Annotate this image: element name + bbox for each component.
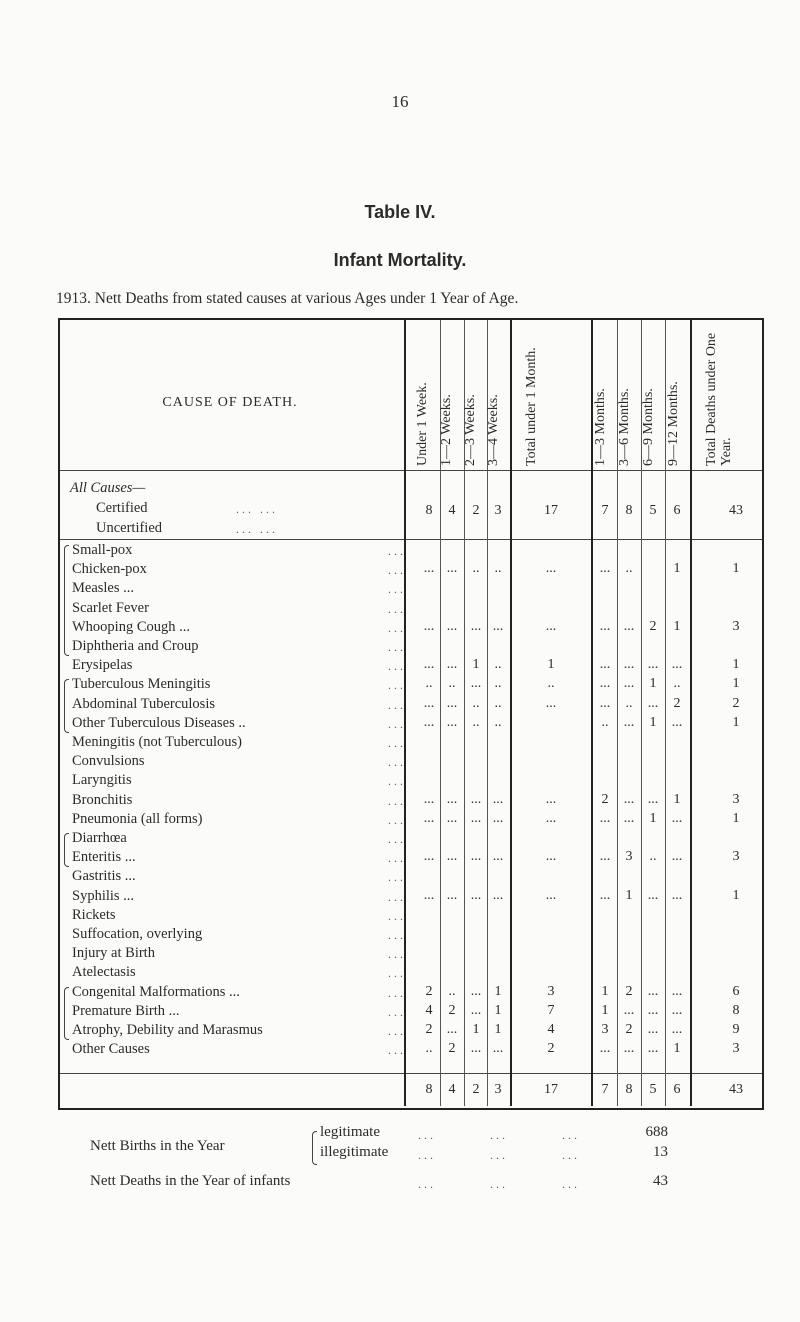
- leader-dots: ...: [388, 928, 406, 942]
- cause-label: Erysipelas: [72, 657, 133, 673]
- cause-row-cell: ...: [623, 1041, 635, 1056]
- leader-dots: ...: [388, 621, 406, 635]
- cause-row-cell: ..: [472, 561, 480, 576]
- cause-row-cell: 3: [625, 849, 633, 864]
- cause-row-cell: ..: [448, 676, 456, 691]
- cause-row-cell: 3: [732, 1041, 740, 1056]
- cause-row-cell: ...: [647, 984, 659, 999]
- cause-row-cell: ...: [671, 811, 683, 826]
- cause-row-cell: ...: [446, 1022, 458, 1037]
- all-causes-row-cell: 3: [494, 503, 502, 518]
- cause-row-cell: ..: [472, 715, 480, 730]
- table-caption: 1913. Nett Deaths from stated causes at various Ages under 1 Year of Age.: [56, 290, 519, 307]
- leader-dots: ...: [388, 986, 406, 1000]
- infant-mortality-table: [58, 318, 764, 1110]
- cause-row-cell: ...: [647, 888, 659, 903]
- cause-row-cell: ..: [649, 849, 657, 864]
- cause-row-cell: ...: [599, 811, 611, 826]
- column-rule: [510, 320, 512, 1106]
- cause-row-cell: 3: [547, 984, 555, 999]
- column-header: 1—3 Months.: [593, 388, 608, 466]
- cause-row-cell: ...: [671, 849, 683, 864]
- cause-label: Measles ...: [72, 580, 135, 596]
- table-subtitle: Infant Mortality.: [333, 250, 467, 270]
- leader-dots: ...: [388, 832, 406, 846]
- group-brace: [64, 545, 69, 656]
- cause-row-cell: 2: [625, 984, 633, 999]
- leader-dots: ...: [388, 698, 406, 712]
- cause-row-cell: ...: [446, 849, 458, 864]
- column-header: Total Deaths under One Year.: [704, 332, 734, 466]
- cause-row-cell: ...: [623, 811, 635, 826]
- leader-dots: ...: [388, 602, 406, 616]
- cause-row-cell: 2: [425, 1022, 433, 1037]
- cause-row-cell: ...: [545, 696, 557, 711]
- cause-row-cell: 3: [732, 619, 740, 634]
- cause-row-cell: ...: [446, 561, 458, 576]
- cause-row-cell: ...: [470, 1041, 482, 1056]
- cause-row-cell: 1: [472, 1022, 480, 1037]
- cause-row-cell: ...: [492, 888, 504, 903]
- cause-row-cell: 1: [649, 676, 657, 691]
- cause-row-cell: ...: [623, 676, 635, 691]
- cause-row-cell: ...: [623, 715, 635, 730]
- all-causes-row-cell: 5: [649, 503, 657, 518]
- leader-dots: ...: [388, 966, 406, 980]
- cause-label: Convulsions: [72, 753, 145, 769]
- cause-label: Chicken-pox: [72, 561, 147, 577]
- leader-dots: ...: [388, 678, 406, 692]
- totals-row-cell: 8: [625, 1082, 633, 1097]
- cause-row-cell: ...: [623, 792, 635, 807]
- cause-row-cell: ...: [446, 888, 458, 903]
- page-number: 16: [391, 92, 409, 111]
- cause-row-cell: ...: [446, 619, 458, 634]
- cause-row-cell: ...: [599, 676, 611, 691]
- all-causes-row-cell: 8: [425, 503, 433, 518]
- cause-row-cell: 2: [601, 792, 609, 807]
- cause-row-cell: ...: [647, 792, 659, 807]
- cause-row-cell: ..: [494, 561, 502, 576]
- column-header: 6—9 Months.: [641, 388, 656, 466]
- cause-label: Atrophy, Debility and Marasmus: [72, 1022, 263, 1038]
- cause-row-cell: ...: [492, 792, 504, 807]
- cause-row-cell: ..: [494, 715, 502, 730]
- cause-row-cell: ...: [423, 715, 435, 730]
- cause-row-cell: ...: [446, 657, 458, 672]
- nett-deaths-label: Nett Deaths in the Year of infants: [90, 1173, 291, 1189]
- all-causes-row-cell: 2: [472, 503, 480, 518]
- cause-row-cell: ..: [625, 561, 633, 576]
- cause-row-cell: 1: [649, 715, 657, 730]
- leader-dots: ...: [388, 544, 406, 558]
- illegitimate-label: illegitimate: [320, 1144, 389, 1160]
- cause-row-cell: 2: [448, 1041, 456, 1056]
- cause-row-cell: ...: [671, 657, 683, 672]
- totals-rule: [60, 1073, 762, 1074]
- cause-row-cell: ..: [494, 696, 502, 711]
- leader-dots: ...: [388, 890, 406, 904]
- leader-dots: ... ...: [236, 502, 278, 516]
- all-causes-row-label: Uncertified: [96, 520, 163, 536]
- leader-dots: ...: [388, 813, 406, 827]
- cause-row-cell: ...: [599, 888, 611, 903]
- cause-row-cell: 6: [732, 984, 740, 999]
- all-causes-row-label: Certified: [96, 500, 148, 516]
- cause-row-cell: ..: [472, 696, 480, 711]
- cause-row-cell: 1: [732, 657, 740, 672]
- totals-row-cell: 3: [494, 1082, 502, 1097]
- cause-row-cell: ...: [470, 849, 482, 864]
- cause-row-cell: ..: [547, 676, 555, 691]
- cause-label: Tuberculous Meningitis: [72, 676, 211, 692]
- leader-dots: ...: [388, 659, 406, 673]
- cause-row-cell: ...: [599, 619, 611, 634]
- table-title: Table IV.: [364, 202, 436, 222]
- cause-row-cell: 1: [732, 811, 740, 826]
- legitimate-label: legitimate: [320, 1124, 380, 1140]
- cause-row-cell: ...: [470, 984, 482, 999]
- totals-row-cell: 8: [425, 1082, 433, 1097]
- cause-row-cell: ...: [623, 657, 635, 672]
- column-header: Under 1 Week.: [415, 382, 430, 466]
- cause-row-cell: 4: [425, 1003, 433, 1018]
- column-header: 1—2 Weeks.: [439, 394, 454, 466]
- cause-label: Laryngitis: [72, 772, 132, 788]
- cause-row-cell: ..: [625, 696, 633, 711]
- cause-row-cell: ...: [545, 811, 557, 826]
- nett-births-label: Nett Births in the Year: [90, 1138, 225, 1154]
- cause-row-cell: ...: [647, 1022, 659, 1037]
- leader-dots: ...: [388, 563, 406, 577]
- all-causes-row-cell: 17: [544, 503, 558, 518]
- cause-row-cell: 2: [732, 696, 740, 711]
- cause-label: Other Causes: [72, 1041, 150, 1057]
- cause-label: Congenital Malformations ...: [72, 984, 240, 1000]
- cause-row-cell: ...: [470, 811, 482, 826]
- cause-row-cell: ...: [470, 1003, 482, 1018]
- cause-row-cell: ..: [494, 676, 502, 691]
- all-causes-row-cell: 43: [729, 503, 743, 518]
- cause-row-cell: ..: [494, 657, 502, 672]
- cause-row-cell: ...: [423, 888, 435, 903]
- cause-row-cell: ...: [545, 792, 557, 807]
- cause-row-cell: ...: [599, 657, 611, 672]
- leader-dots: ...: [388, 582, 406, 596]
- group-brace: [64, 987, 69, 1040]
- leader-dots: ... ... ...: [418, 1148, 580, 1162]
- cause-row-cell: ...: [545, 561, 557, 576]
- all-causes-label: All Causes—: [70, 480, 146, 496]
- cause-label: Atelectasis: [72, 964, 136, 980]
- cause-label: Other Tuberculous Diseases ..: [72, 715, 246, 731]
- totals-row-cell: 17: [544, 1082, 558, 1097]
- cause-row-cell: ...: [446, 715, 458, 730]
- cause-row-cell: ...: [423, 657, 435, 672]
- cause-row-cell: 1: [732, 676, 740, 691]
- cause-label: Bronchitis: [72, 792, 133, 808]
- nett-deaths-value: 43: [653, 1173, 668, 1189]
- cause-row-cell: 1: [494, 984, 502, 999]
- cause-row-cell: 1: [625, 888, 633, 903]
- cause-row-cell: ...: [492, 811, 504, 826]
- column-header: 3—4 Weeks.: [486, 394, 501, 466]
- cause-row-cell: 1: [673, 561, 681, 576]
- cause-row-cell: ...: [492, 1041, 504, 1056]
- all-causes-row-cell: 7: [601, 503, 609, 518]
- cause-row-cell: ..: [448, 984, 456, 999]
- cause-row-cell: 2: [673, 696, 681, 711]
- cause-row-cell: ...: [492, 849, 504, 864]
- cause-row-cell: ...: [545, 619, 557, 634]
- cause-label: Meningitis (not Tuberculous): [72, 734, 242, 750]
- cause-row-cell: 1: [673, 619, 681, 634]
- cause-row-cell: 9: [732, 1022, 740, 1037]
- cause-row-cell: 2: [547, 1041, 555, 1056]
- leader-dots: ...: [388, 736, 406, 750]
- cause-label: Pneumonia (all forms): [72, 811, 203, 827]
- cause-label: Gastritis ...: [72, 868, 136, 884]
- cause-row-cell: 3: [732, 849, 740, 864]
- cause-label: Syphilis ...: [72, 888, 135, 904]
- cause-row-cell: 2: [425, 984, 433, 999]
- totals-row-cell: 2: [472, 1082, 480, 1097]
- cause-row-cell: ...: [671, 715, 683, 730]
- cause-row-cell: ..: [425, 676, 433, 691]
- cause-row-cell: 2: [448, 1003, 456, 1018]
- cause-row-cell: ...: [423, 561, 435, 576]
- cause-row-cell: ...: [470, 792, 482, 807]
- leader-dots: ... ...: [236, 522, 278, 536]
- cause-row-cell: 1: [732, 888, 740, 903]
- totals-row-cell: 7: [601, 1082, 609, 1097]
- cause-label: Injury at Birth: [72, 945, 155, 961]
- leader-dots: ...: [388, 947, 406, 961]
- totals-row-cell: 5: [649, 1082, 657, 1097]
- cause-row-cell: 8: [732, 1003, 740, 1018]
- cause-row-cell: ...: [647, 1041, 659, 1056]
- cause-row-cell: ...: [671, 1022, 683, 1037]
- cause-label: Abdominal Tuberculosis: [72, 696, 215, 712]
- cause-label: Whooping Cough ...: [72, 619, 191, 635]
- cause-row-cell: ...: [446, 696, 458, 711]
- cause-row-cell: 1: [649, 811, 657, 826]
- leader-dots: ...: [388, 1043, 406, 1057]
- cause-row-cell: 1: [547, 657, 555, 672]
- cause-row-cell: 1: [601, 984, 609, 999]
- cause-label: Premature Birth ...: [72, 1003, 180, 1019]
- leader-dots: ...: [388, 774, 406, 788]
- all-causes-row-cell: 6: [673, 503, 681, 518]
- cause-row-cell: 1: [673, 1041, 681, 1056]
- section-rule: [60, 539, 762, 540]
- group-brace: [64, 679, 69, 733]
- leader-dots: ...: [388, 755, 406, 769]
- cause-row-cell: ...: [671, 888, 683, 903]
- cause-label: Small-pox: [72, 542, 133, 558]
- cause-row-cell: ..: [673, 676, 681, 691]
- cause-of-death-header: CAUSE OF DEATH.: [162, 395, 298, 410]
- cause-row-cell: 1: [494, 1022, 502, 1037]
- cause-label: Rickets: [72, 907, 116, 923]
- cause-row-cell: ...: [599, 1041, 611, 1056]
- totals-row-cell: 4: [448, 1082, 456, 1097]
- legitimate-births-value: 688: [645, 1124, 668, 1140]
- leader-dots: ...: [388, 870, 406, 884]
- leader-dots: ...: [388, 794, 406, 808]
- group-brace: [64, 833, 69, 867]
- leader-dots: ... ... ...: [418, 1177, 580, 1191]
- column-rule: [690, 320, 692, 1106]
- cause-row-cell: ...: [599, 561, 611, 576]
- cause-row-cell: ...: [671, 1003, 683, 1018]
- cause-row-cell: ...: [545, 849, 557, 864]
- cause-row-cell: ...: [423, 792, 435, 807]
- cause-row-cell: ...: [623, 619, 635, 634]
- leader-dots: ...: [388, 1024, 406, 1038]
- totals-row-cell: 6: [673, 1082, 681, 1097]
- cause-row-cell: ...: [623, 1003, 635, 1018]
- totals-row-cell: 43: [729, 1082, 743, 1097]
- cause-row-cell: 1: [494, 1003, 502, 1018]
- leader-dots: ...: [388, 717, 406, 731]
- cause-row-cell: ...: [470, 888, 482, 903]
- column-header: Total under 1 Month.: [524, 347, 539, 466]
- cause-row-cell: 2: [625, 1022, 633, 1037]
- cause-row-cell: ...: [647, 657, 659, 672]
- cause-row-cell: 1: [472, 657, 480, 672]
- leader-dots: ...: [388, 909, 406, 923]
- cause-row-cell: 1: [601, 1003, 609, 1018]
- cause-row-cell: ..: [425, 1041, 433, 1056]
- cause-row-cell: 4: [547, 1022, 555, 1037]
- births-brace: [312, 1131, 317, 1165]
- cause-row-cell: ...: [423, 849, 435, 864]
- cause-row-cell: ...: [647, 1003, 659, 1018]
- cause-row-cell: 1: [673, 792, 681, 807]
- cause-row-cell: 3: [601, 1022, 609, 1037]
- leader-dots: ...: [388, 851, 406, 865]
- column-header: 9—12 Months.: [666, 381, 681, 466]
- cause-row-cell: ...: [470, 619, 482, 634]
- header-rule: [60, 470, 762, 471]
- cause-row-cell: ...: [647, 696, 659, 711]
- cause-row-cell: ...: [423, 811, 435, 826]
- cause-label: Suffocation, overlying: [72, 926, 203, 942]
- cause-row-cell: 2: [649, 619, 657, 634]
- illegitimate-births-value: 13: [653, 1144, 668, 1160]
- column-header: 3—6 Months.: [617, 388, 632, 466]
- cause-row-cell: ...: [599, 696, 611, 711]
- cause-row-cell: ...: [423, 696, 435, 711]
- cause-row-cell: 3: [732, 792, 740, 807]
- cause-row-cell: ...: [671, 984, 683, 999]
- cause-row-cell: ...: [446, 792, 458, 807]
- leader-dots: ...: [388, 640, 406, 654]
- cause-row-cell: ...: [423, 619, 435, 634]
- cause-row-cell: 7: [547, 1003, 555, 1018]
- cause-label: Diphtheria and Croup: [72, 638, 199, 654]
- cause-row-cell: ...: [545, 888, 557, 903]
- cause-row-cell: 1: [732, 561, 740, 576]
- leader-dots: ...: [388, 1005, 406, 1019]
- cause-row-cell: 1: [732, 715, 740, 730]
- column-header: 2—3 Weeks.: [463, 394, 478, 466]
- cause-row-cell: ...: [470, 676, 482, 691]
- all-causes-row-cell: 4: [448, 503, 456, 518]
- cause-label: Diarrhœa: [72, 830, 127, 846]
- cause-row-cell: ...: [492, 619, 504, 634]
- cause-row-cell: ..: [601, 715, 609, 730]
- cause-row-cell: ...: [446, 811, 458, 826]
- cause-label: Enteritis ...: [72, 849, 136, 865]
- all-causes-row-cell: 8: [625, 503, 633, 518]
- cause-label: Scarlet Fever: [72, 600, 149, 616]
- leader-dots: ... ... ...: [418, 1128, 580, 1142]
- cause-row-cell: ...: [599, 849, 611, 864]
